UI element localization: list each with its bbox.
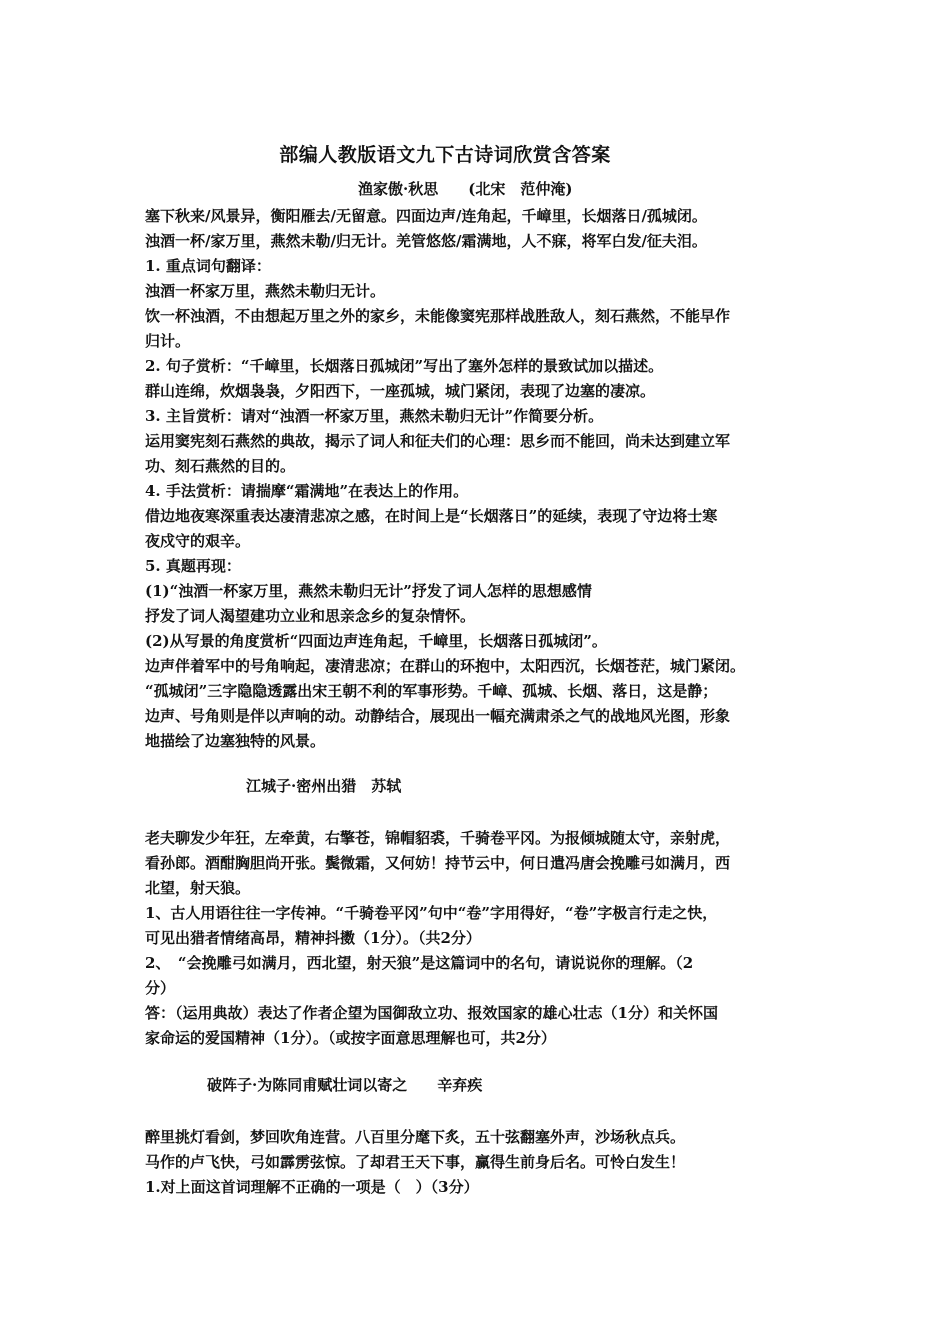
poem1-line: (1)“浊酒一杯家万里，燕然未勒归无计”抒发了词人怎样的思想感情 [145, 582, 592, 600]
poem2-line: 分） [145, 979, 176, 997]
poem2-line: 北望，射天狼。 [145, 879, 251, 897]
poem2-line: 2、 “会挽雕弓如满月，西北望，射天狼”是这篇词中的名句，请说说你的理解。（2 [145, 954, 694, 972]
poem1-line: 边声、号角则是伴以声响的动。动静结合，展现出一幅充满肃杀之气的战地风光图，形象 [145, 707, 731, 725]
poem2-line: 答：（运用典故）表达了作者企望为国御敌立功、报效国家的雄心壮志（1分）和关怀国 [145, 1004, 718, 1022]
poem3-line: 醉里挑灯看剑，梦回吹角连营。八百里分麾下炙，五十弦翻塞外声，沙场秋点兵。 [145, 1128, 686, 1146]
poem1-line: 功、刻石燕然的目的。 [145, 457, 296, 475]
poem1-line: 归计。 [145, 332, 191, 350]
poem1-line: 5. 真题再现： [145, 557, 241, 575]
poem1-line: 饮一杯浊酒，不由想起万里之外的家乡，未能像窦宪那样战胜敌人，刻石燕然，不能早作 [145, 307, 731, 325]
poem3-line: 马作的卢飞快，弓如霹雳弦惊。了却君王天下事，赢得生前身后名。可怜白发生！ [145, 1153, 686, 1171]
poem1-line: 浊酒一杯/家万里，燕然未勒/归无计。羌管悠悠/霜满地，人不寐，将军白发/征夫泪。 [145, 232, 707, 250]
poem2-line: 1、古人用语往往一字传神。“千骑卷平冈”句中“卷”字用得好，“卷”字极言行走之快， [145, 904, 718, 922]
poem1-line: 2. 句子赏析：“千嶂里，长烟落日孤城闭”写出了塞外怎样的景致试加以描述。 [145, 357, 664, 375]
poem1-heading: 渔家傲·秋思 (北宋 范仲淹) [358, 180, 573, 198]
poem1-line: 浊酒一杯家万里，燕然未勒归无计。 [145, 282, 386, 300]
poem1-line: 塞下秋来/风景异，衡阳雁去/无留意。四面边声/连角起，千嶂里，长烟落日/孤城闭。 [145, 207, 707, 225]
poem1-line: 3. 主旨赏析：请对“浊酒一杯家万里，燕然未勒归无计”作简要分析。 [145, 407, 604, 425]
poem3-heading: 破阵子·为陈同甫赋壮词以寄之 辛弃疾 [207, 1076, 483, 1094]
poem2-line: 家命运的爱国精神（1分）。（或按字面意思理解也可，共2分） [145, 1029, 556, 1047]
poem1-line: 1. 重点词句翻译： [145, 257, 271, 275]
poem1-line: 借边地夜寒深重表达凄清悲凉之感，在时间上是“长烟落日”的延续，表现了守边将士寒 [145, 507, 718, 525]
page-title: 部编人教版语文九下古诗词欣赏含答案 [279, 144, 611, 166]
poem3-line: 1.对上面这首词理解不正确的一项是（ ）（3分） [145, 1178, 479, 1196]
poem1-line: 4. 手法赏析：请揣摩“霜满地”在表达上的作用。 [145, 482, 469, 500]
poem2-line: 老夫聊发少年狂，左牵黄，右擎苍，锦帽貂裘，千骑卷平冈。为报倾城随太守，亲射虎， [145, 829, 731, 847]
poem1-line: 夜戍守的艰辛。 [145, 532, 251, 550]
poem2-line: 看孙郎。酒酣胸胆尚开张。鬓微霜，又何妨！持节云中，何日遣冯唐会挽雕弓如满月，西 [145, 854, 731, 872]
poem1-line: 群山连绵，炊烟袅袅，夕阳西下，一座孤城，城门紧闭，表现了边塞的凄凉。 [145, 382, 656, 400]
poem1-line: (2)从写景的角度赏析“四面边声连角起，千嶂里，长烟落日孤城闭”。 [145, 632, 607, 650]
poem1-line: 边声伴着军中的号角响起，凄清悲凉；在群山的环抱中，太阳西沉，长烟苍茫，城门紧闭。 [145, 657, 746, 675]
poem1-line: 抒发了词人渴望建功立业和思亲念乡的复杂情怀。 [145, 607, 476, 625]
poem1-line: 运用窦宪刻石燕然的典故，揭示了词人和征夫们的心理：思乡而不能回，尚未达到建立军 [145, 432, 731, 450]
poem1-line: 地描绘了边塞独特的风景。 [145, 732, 326, 750]
poem2-heading: 江城子·密州出猎 苏轼 [246, 777, 402, 795]
poem1-line: “孤城闭”三字隐隐透露出宋王朝不利的军事形势。千嶂、孤城、长烟、落日，这是静； [145, 682, 718, 700]
poem2-line: 可见出猎者情绪高昂，精神抖擞（1分）。（共2分） [145, 929, 481, 947]
